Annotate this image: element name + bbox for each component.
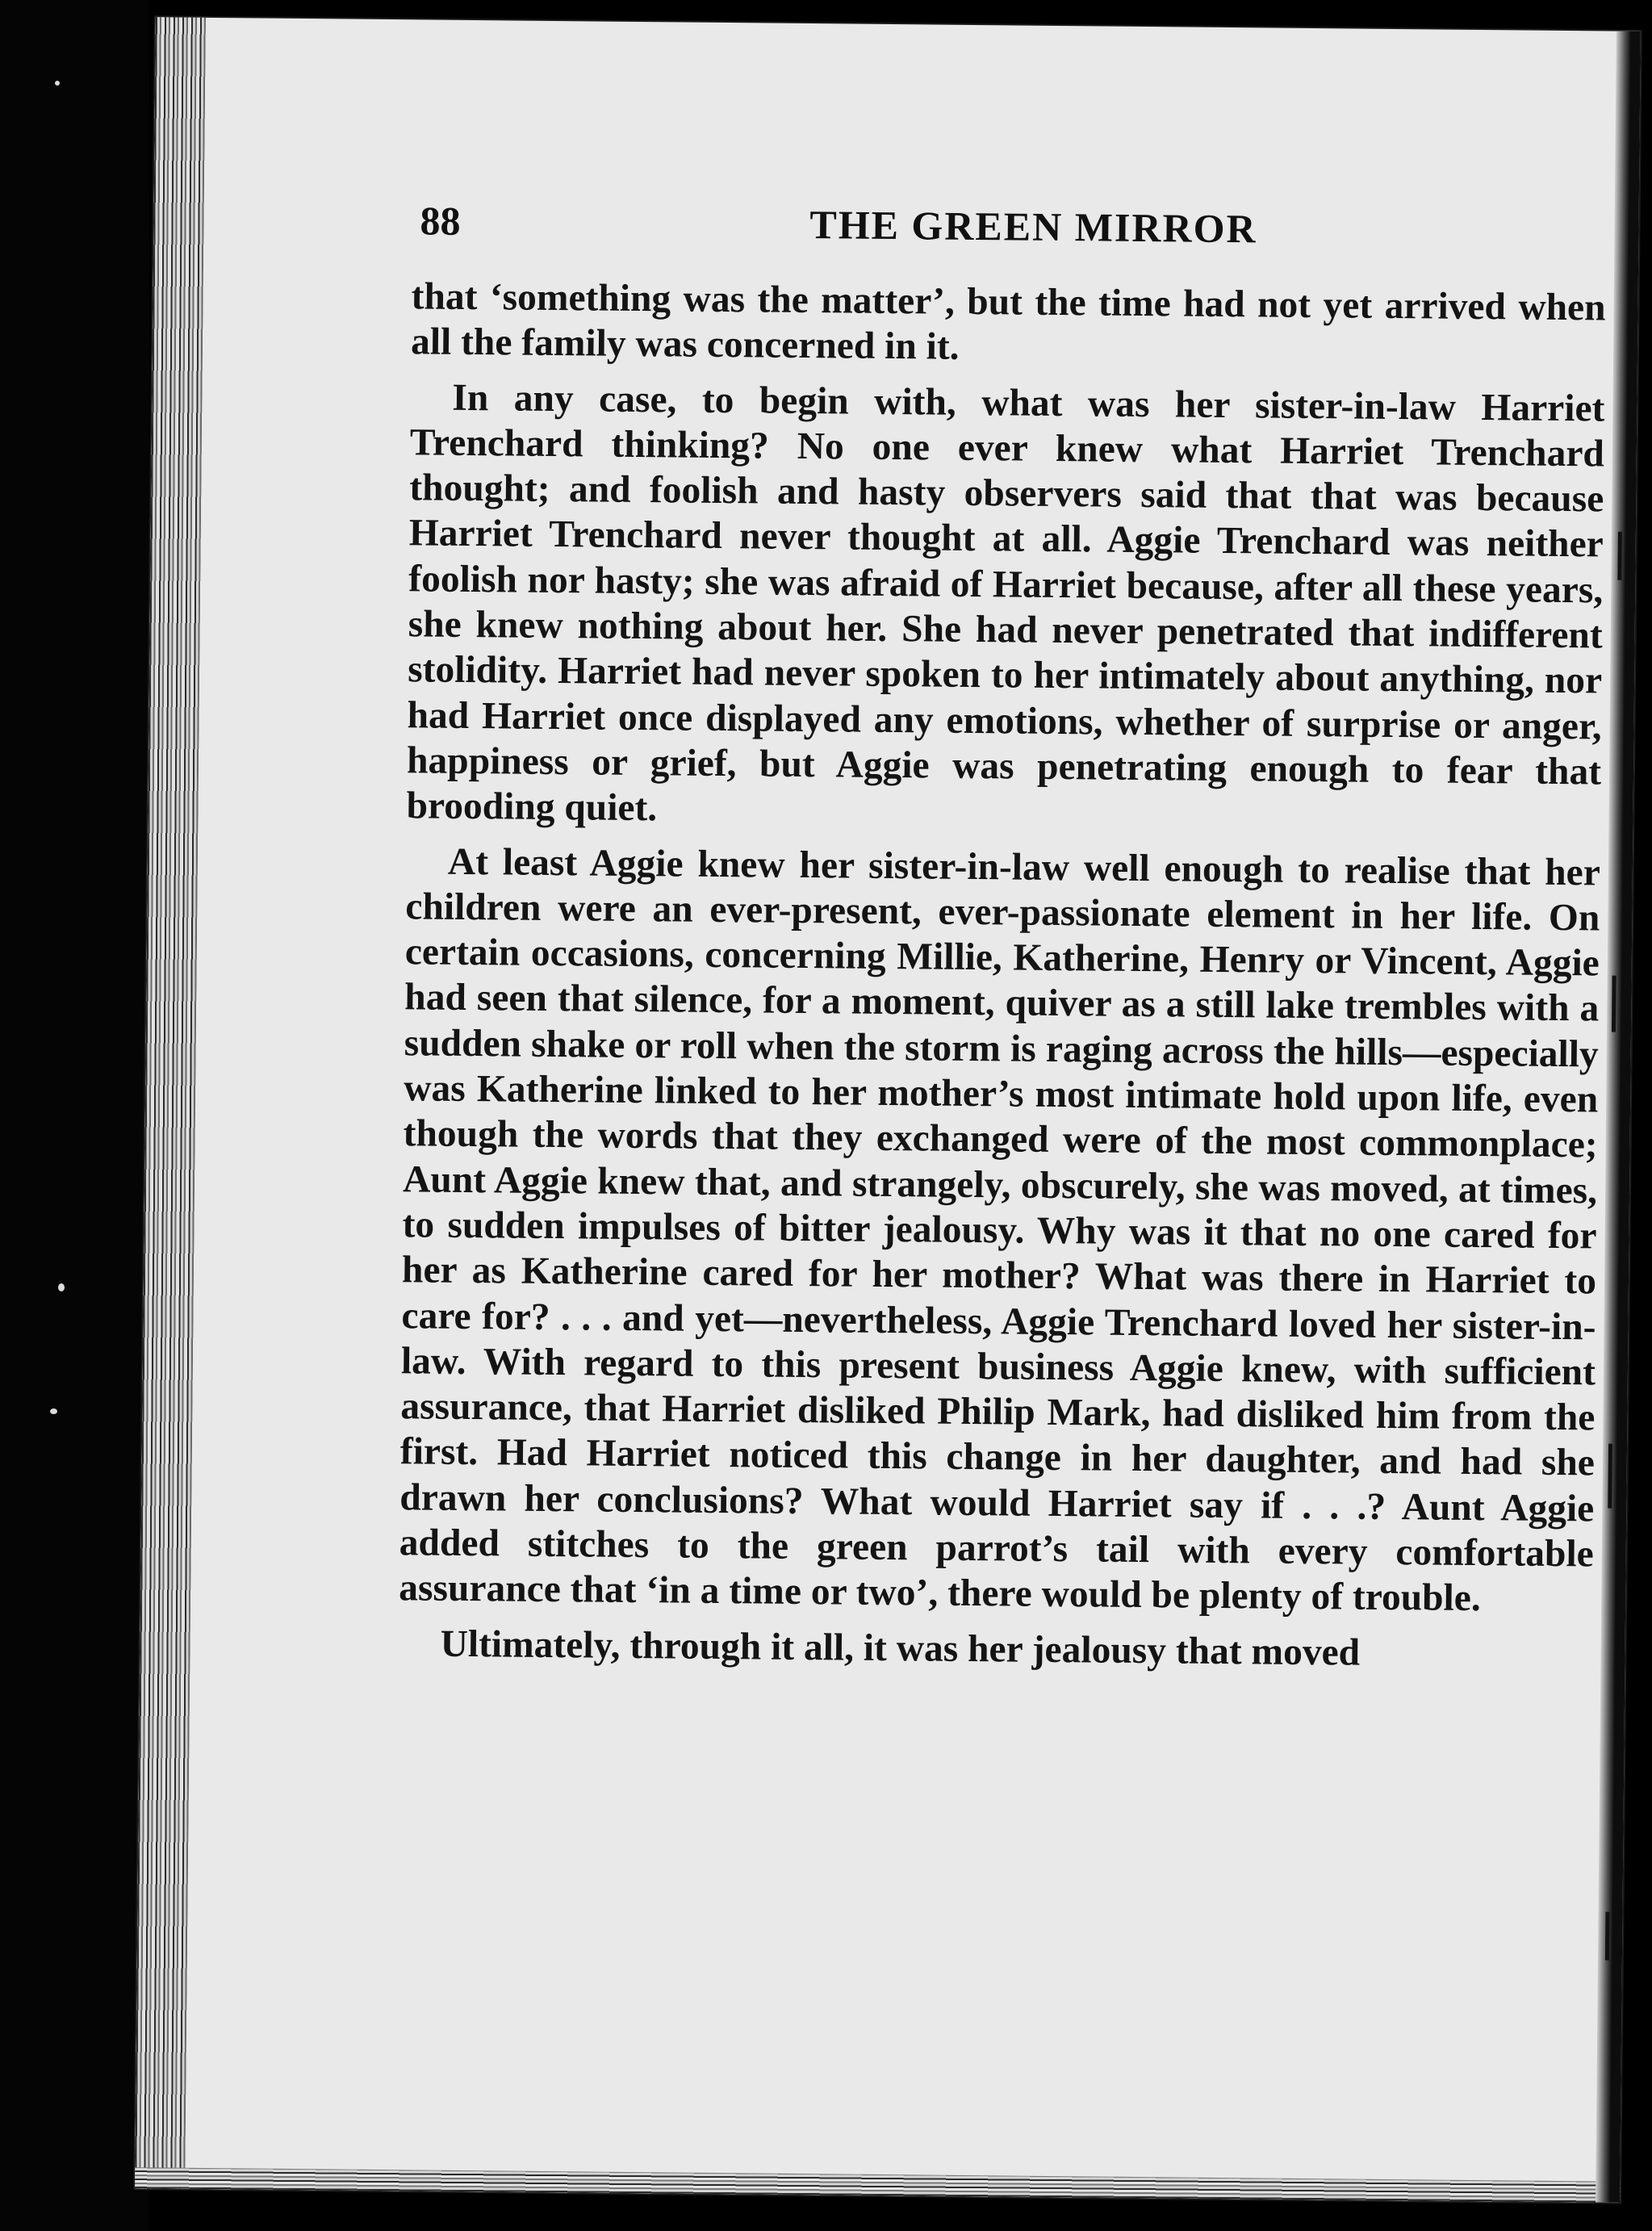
page-edges-bottom (135, 2167, 1620, 2203)
left-gutter (0, 0, 149, 2231)
edge-mark (1605, 1912, 1610, 1961)
paragraph-3: At least Aggie knew her sister-in-law well enough to realise that her children were an ever-present, ever-passionate element in her life. On certain occasions, concerning Millie, Katherine, Henry or Vincent, Aggie had seen that silence, for a moment, quiver as a still lake trembles with a sudden shake or roll when the storm is raging across the hills—especially was Katherine linked to her mother’s most intimate hold upon life, even though the words that they exchanged were of the most commonplace; Aunt Aggie knew that, and strangely, obscurely, she was moved, at times, to sudden impulses of bitter jealousy. Why was it that no one cared for her as Katherine cared for her mother? What was there in Harriet to care for? . . . and yet—nevertheless, Aggie Trenchard loved her sister-in-law. With regard to this present business Aggie knew, with sufficient assurance, that Harriet disliked Philip Mark, had disliked him from the first. Had Harriet noticed this change in her daughter, and had she drawn her conclusions? What would Harriet say if . . .? Aunt Aggie added stitches to the green parrot’s tail with every comfortable assurance that ‘in a time or two’, there would be plenty of trouble. (399, 840, 1601, 1620)
edge-mark (1608, 1444, 1612, 1509)
body-text (398, 274, 1605, 1677)
running-head (420, 197, 1615, 281)
speck (55, 81, 60, 86)
paragraph-4: Ultimately, through it all, it was her jealousy that moved (440, 1622, 1361, 1674)
paragraph-2: In any case, to begin with, what was her sister-in-law Harriet Trenchard thinking? No one ever knew what Harriet Trenchard thought; and foolish and hasty observers said that that was because Harriet Trenchard never thought at all. Aggie Trenchard was neither foolish nor hasty; she was afraid of Harriet because, after all these years, she knew nothing about her. She had never penetrated that indifferent stolidity. Harriet had never spoken to her intimately about anything, nor had Harriet once displayed any emotions, whether of surprise or anger, happiness or grief, but Aggie was penetrating enough to fear that brooding quiet. (406, 376, 1605, 830)
page-number: 88 (420, 198, 461, 244)
book-page (135, 17, 1641, 2203)
edge-mark (1612, 976, 1616, 1032)
edge-mark (1617, 532, 1622, 580)
book-title: THE GREEN MIRROR (809, 202, 1257, 252)
speck (58, 1283, 65, 1291)
speck (50, 1409, 57, 1414)
paragraph-1: that ‘something was the matter’, but the time had not yet arrived when all the family was concerned in it. (410, 275, 1606, 369)
